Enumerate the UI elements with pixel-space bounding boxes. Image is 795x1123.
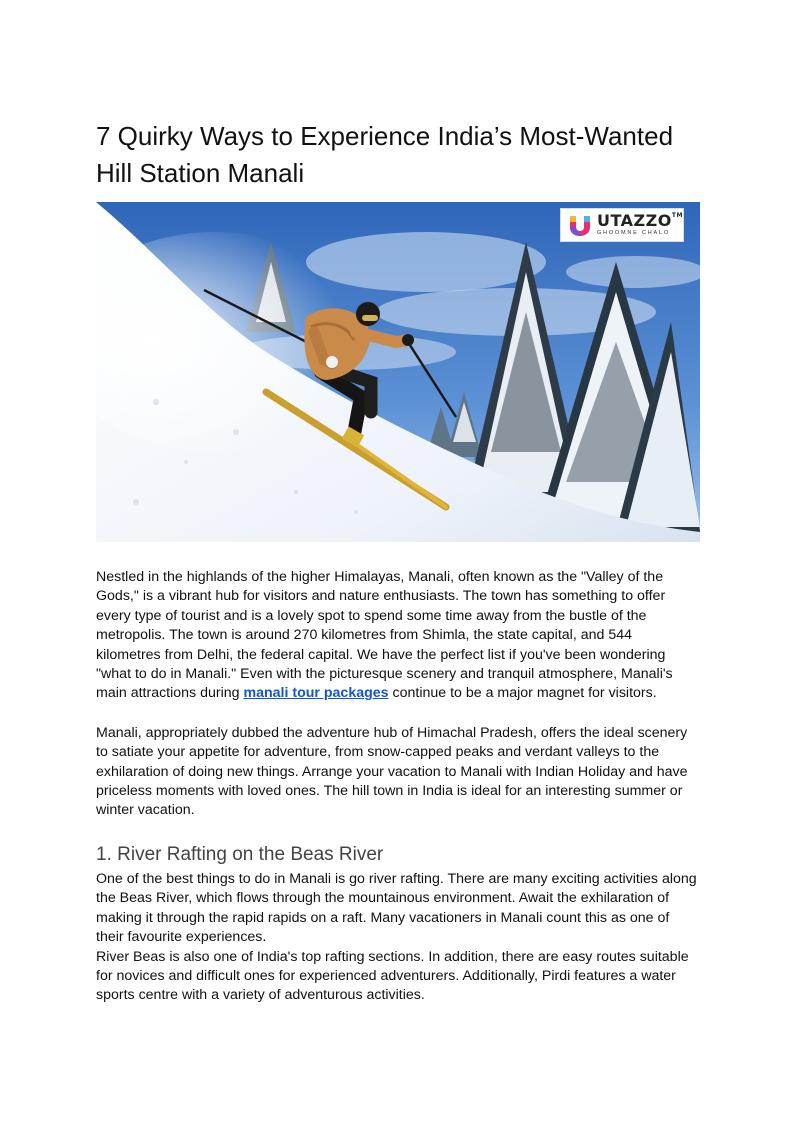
river-rafting-paragraph-2: River Beas is also one of India's top rafting sections. In addition, there are easy routes suitable for novices and difficult ones for experienced adventurers. Additionally, Pirdi features a water sports centre with a variety of adventurous activities. [96,948,689,1004]
adventure-hub-paragraph: Manali, appropriately dubbed the adventure hub of Himachal Pradesh, offers the ideal scenery to satiate your appetite for adventure, from snow-capped peaks and verdant valleys to the exhilaration of doing new things. Arrange your vacation to Manali with Indian Holiday and have priceless moments with loved ones. The hill town in India is ideal for an interesting summer or winter vacation. [96,724,688,819]
intro-text-before-link: Nestled in the highlands of the higher Himalayas, Manali, often known as the "Valley of the Gods," is a vibrant hub for visitors and nature enthusiasts. The town has something to offer every type of tourist and is a lovely spot to spend some time away from the bustle of the metropolis. The town is around 270 kilometres from Shimla, the state capital, and 544 kilometres from Delhi, the federal capital. We have the perfect list if you've been wondering "what to do in Manali." Even with the picturesque scenery and tranquil atmosphere, Manali's main attractions during [96,569,673,702]
section-heading-river-rafting: 1. River Rafting on the Beas River [96,843,384,865]
utazzo-logo [560,208,684,242]
river-rafting-paragraph-1: One of the best things to do in Manali is go river rafting. There are many exciting activities along the Beas River, which flows through the mountainous environment. Await the exhilaration of making it through the rapid rapids on a raft. Many vacationers in Manali count this as one of their favourite experiences. [96,870,697,946]
skier-image [96,202,700,542]
intro-text-after-link: continue to be a major magnet for visitors. [388,685,657,702]
manali-tour-packages-link[interactable]: manali tour packages [243,685,389,702]
document-page [96,118,700,1006]
logo-name: UTAZZO™ [597,211,683,231]
intro-paragraph [96,568,700,704]
article-title: 7 Quirky Ways to Experience India’s Most-Wanted Hill Station Manali [96,121,674,188]
logo-tagline: GHOOMNE CHALO [597,230,670,237]
hero-photo-skier [96,202,700,542]
utazzo-logo-icon [567,212,593,238]
